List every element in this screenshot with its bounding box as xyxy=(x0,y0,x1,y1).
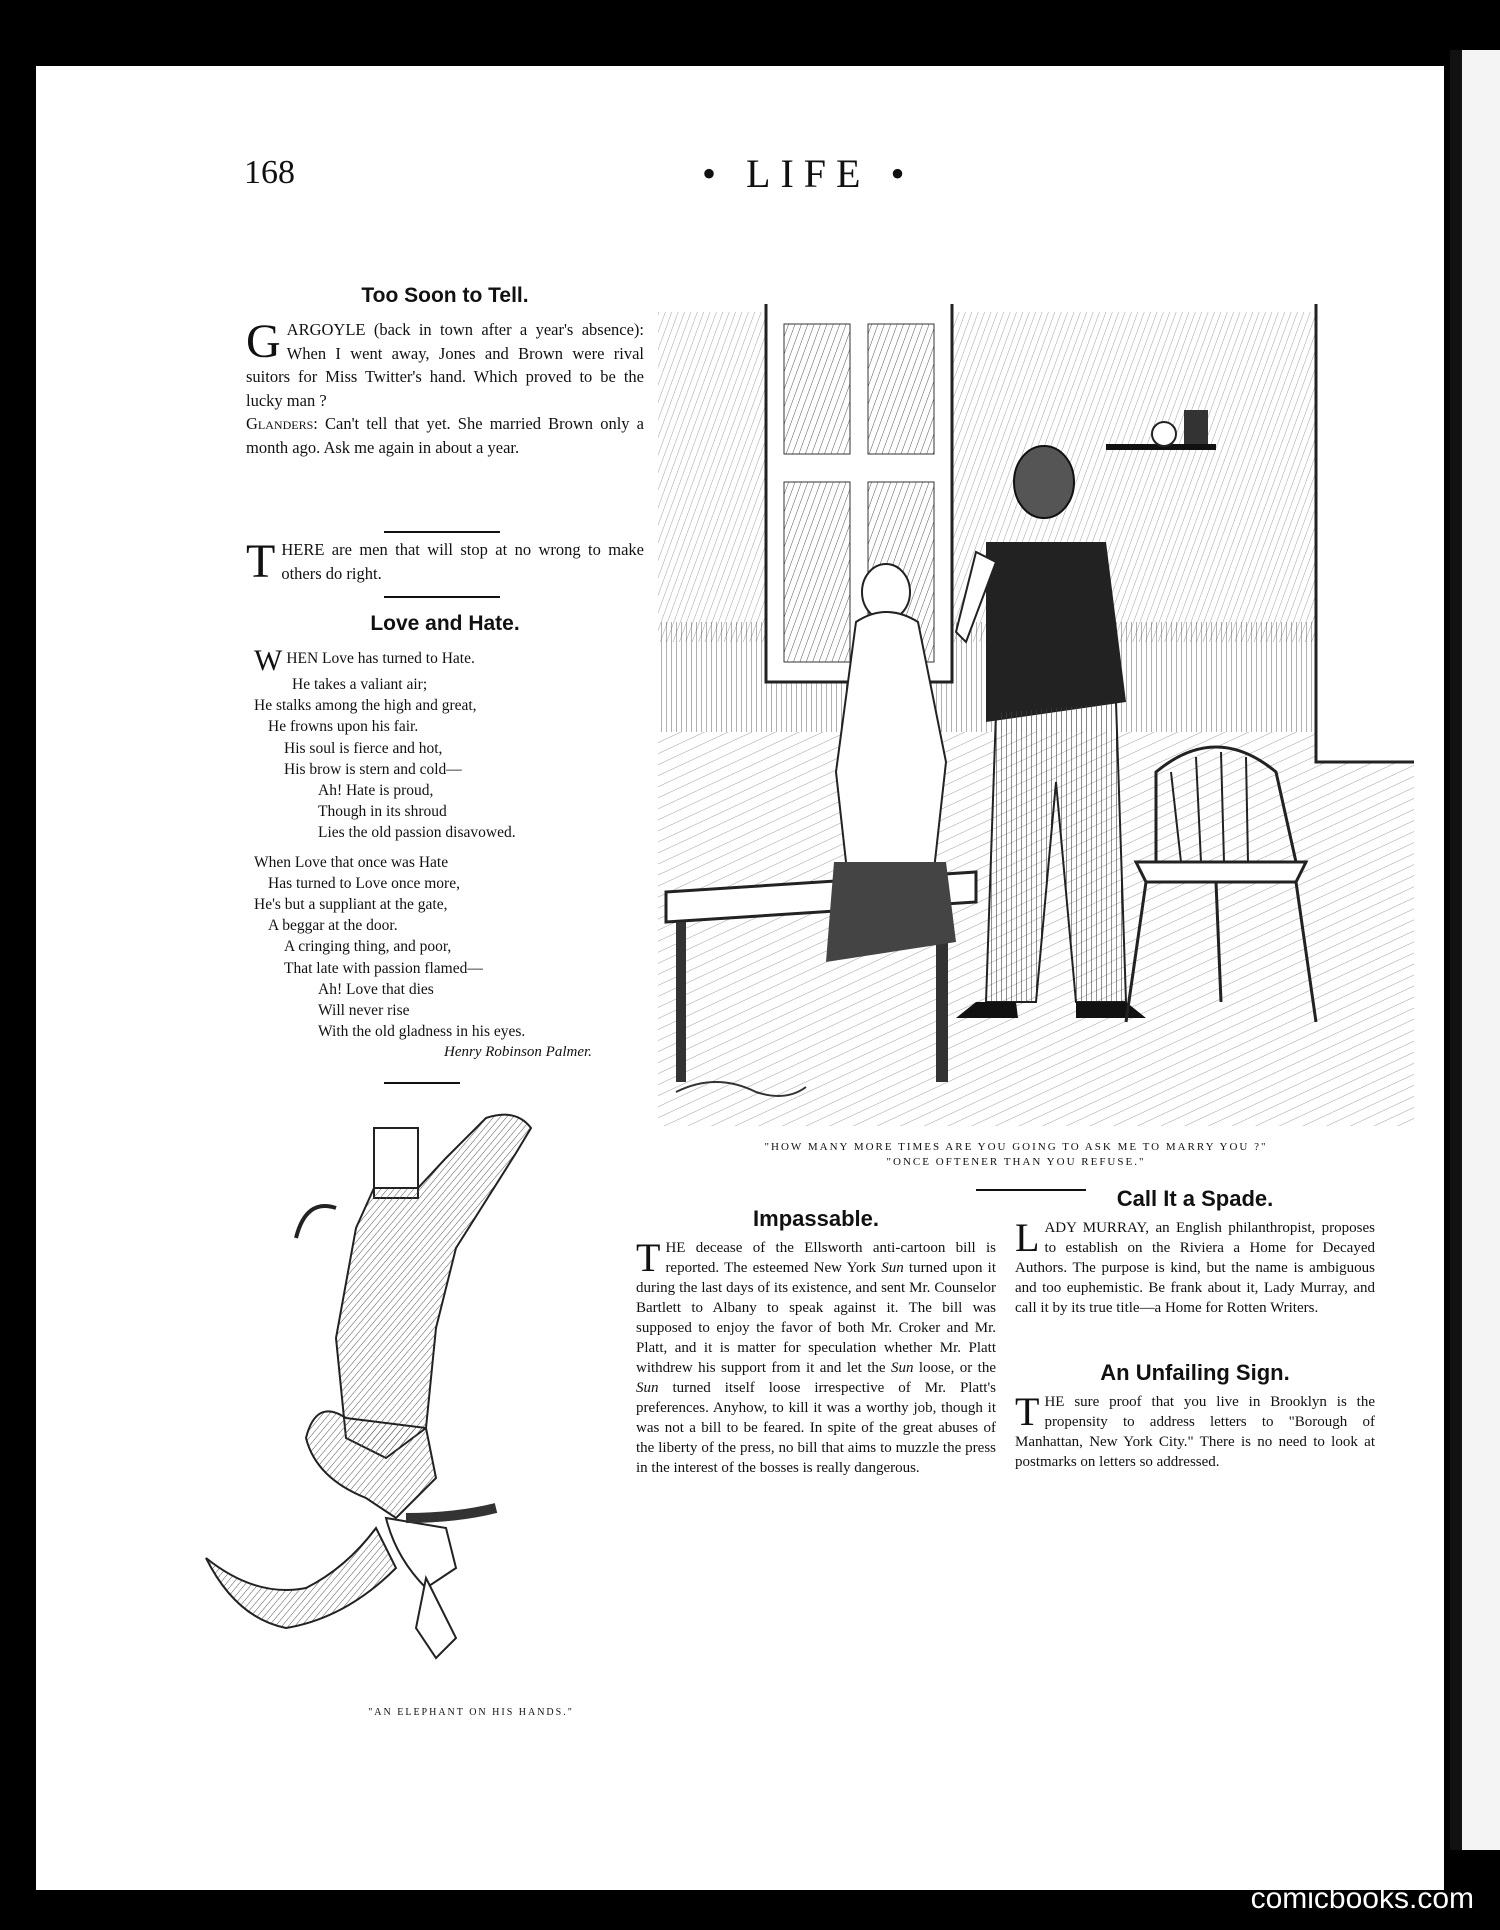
poem-love-and-hate xyxy=(246,612,644,636)
poem-line: With the old gladness in his eyes. xyxy=(318,1023,526,1041)
poem-line: His brow is stern and cold— xyxy=(284,760,462,778)
newspaper-name: Sun xyxy=(891,1360,914,1376)
poem-body xyxy=(254,644,654,1064)
dialogue-line: (back in town after a year's absence): When I went away, Jones and Brown were rival suitors for Miss Twitter's hand. Which proved to be the lucky man ? xyxy=(246,320,644,410)
body-text: loose, or the xyxy=(913,1360,996,1376)
article-an-unfailing-sign xyxy=(1015,1360,1375,1472)
newspaper-name: Sun xyxy=(636,1380,659,1396)
article-body xyxy=(636,1235,997,1478)
divider xyxy=(384,1082,460,1084)
body-text: turned itself loose irrespective of Mr. Platt's preferences. Anyhow, to kill it was a worthy job, though it was not a bill to be feared. In spite of the great abuses of the liberty of the press, no bill that aims to muzzle the press in the interest of the bosses is really dangerous. xyxy=(636,1380,996,1476)
poem-line: He's but a suppliant at the gate, xyxy=(254,896,448,914)
poem-line: A cringing thing, and poor, xyxy=(284,938,452,956)
poem-line: Has turned to Love once more, xyxy=(268,874,460,892)
poem-line: Though in its shroud xyxy=(318,803,447,821)
masthead-title: • LIFE • xyxy=(702,151,915,196)
article-title: Too Soon to Tell. xyxy=(361,284,529,307)
illustration-elephant xyxy=(196,1098,666,1718)
poem-title: Love and Hate. xyxy=(370,612,520,635)
site-watermark: comicbooks.com xyxy=(1250,1882,1474,1915)
drop-cap: W xyxy=(254,644,283,677)
magazine-page xyxy=(36,66,1444,1890)
article-title: Impassable. xyxy=(753,1206,879,1231)
poem-line: He takes a valiant air; xyxy=(292,676,428,693)
body-text: HE sure proof that you live in Brooklyn is the propensity to address letters to "Borough of Manhattan, New York City." There is no need to look at postmarks on letters so addressed. xyxy=(1015,1394,1375,1470)
article-impassable xyxy=(636,1206,996,1478)
drop-cap: T xyxy=(1015,1389,1040,1434)
poem-line: That late with passion flamed— xyxy=(284,959,483,977)
divider xyxy=(384,531,500,533)
poem-line: His soul is fierce and hot, xyxy=(284,739,443,757)
body-text: ADY MURRAY, an English philanthropist, proposes to establish on the Riviera a Home for Decayed Authors. The purpose is kind, but the name is ambiguous and too euphemistic. Be frank about it, Lady Murray, and call it by its true title—a Home for Rotten Writers. xyxy=(1015,1220,1375,1316)
body-text: turned upon it during the last days of its existence, and sent Mr. Counselor Bartlett to Albany to speak against it. The bill was supposed to enjoy the favor of both Mr. Croker and Mr. Platt, and it is matter for speculation whether Mr. Platt withdrew his support from it and let the xyxy=(636,1260,997,1376)
drop-cap: L xyxy=(1015,1215,1040,1260)
drop-cap: T xyxy=(246,535,276,588)
illustration-kitchen-scene xyxy=(656,302,1416,1128)
speaker-name: Glanders xyxy=(246,414,314,433)
poem-author: Henry Robinson Palmer. xyxy=(444,1044,592,1061)
dialogue-line: : Can't tell that yet. She married Brown only a month ago. Ask me again in about a year. xyxy=(246,414,644,457)
article-call-it-a-spade xyxy=(1015,1186,1375,1318)
poem-line: He stalks among the high and great, xyxy=(254,697,477,715)
article-title: Call It a Spade. xyxy=(1116,1186,1274,1211)
drop-cap: G xyxy=(246,315,281,368)
aphorism-text: HERE are men that will stop at no wrong to make others do right. xyxy=(281,540,644,583)
illustration-caption xyxy=(636,1141,1396,1168)
aphorism xyxy=(246,535,644,588)
poem-line: Ah! Hate is proud, xyxy=(318,782,434,800)
poem-line: A beggar at the door. xyxy=(268,917,398,935)
poem-line: He frowns upon his fair. xyxy=(268,718,419,736)
newspaper-name: Sun xyxy=(881,1260,904,1276)
poem-line: HEN Love has turned to Hate. xyxy=(286,650,475,667)
kitchen-scene-drawing xyxy=(656,302,1416,1128)
poem-line: Ah! Love that dies xyxy=(318,980,434,998)
poem-line: Will never rise xyxy=(318,1002,410,1020)
poem-line: When Love that once was Hate xyxy=(254,853,449,871)
body-text: HE decease of the Ellsworth anti-cartoon bill is reported. The esteemed New York xyxy=(665,1240,996,1276)
caption-line: "ONCE OFTENER THAN YOU REFUSE." xyxy=(886,1156,1146,1168)
article-body xyxy=(1015,1215,1375,1318)
speaker-name: ARGOYLE xyxy=(286,320,366,339)
elephant-caption: "AN ELEPHANT ON HIS HANDS." xyxy=(368,1707,574,1718)
article-body xyxy=(1015,1389,1375,1472)
poem-line: Lies the old passion disavowed. xyxy=(318,824,516,842)
article-body xyxy=(246,315,644,459)
article-too-soon-to-tell xyxy=(246,284,644,459)
adjacent-page-edge xyxy=(1450,50,1500,1850)
article-title: An Unfailing Sign. xyxy=(1100,1360,1290,1385)
divider xyxy=(384,596,500,598)
elephant-drawing xyxy=(196,1098,666,1718)
caption-line: "HOW MANY MORE TIMES ARE YOU GOING TO ASK ME TO MARRY YOU ?" xyxy=(764,1141,1268,1153)
page-number: 168 xyxy=(244,154,295,191)
drop-cap: T xyxy=(636,1235,661,1280)
